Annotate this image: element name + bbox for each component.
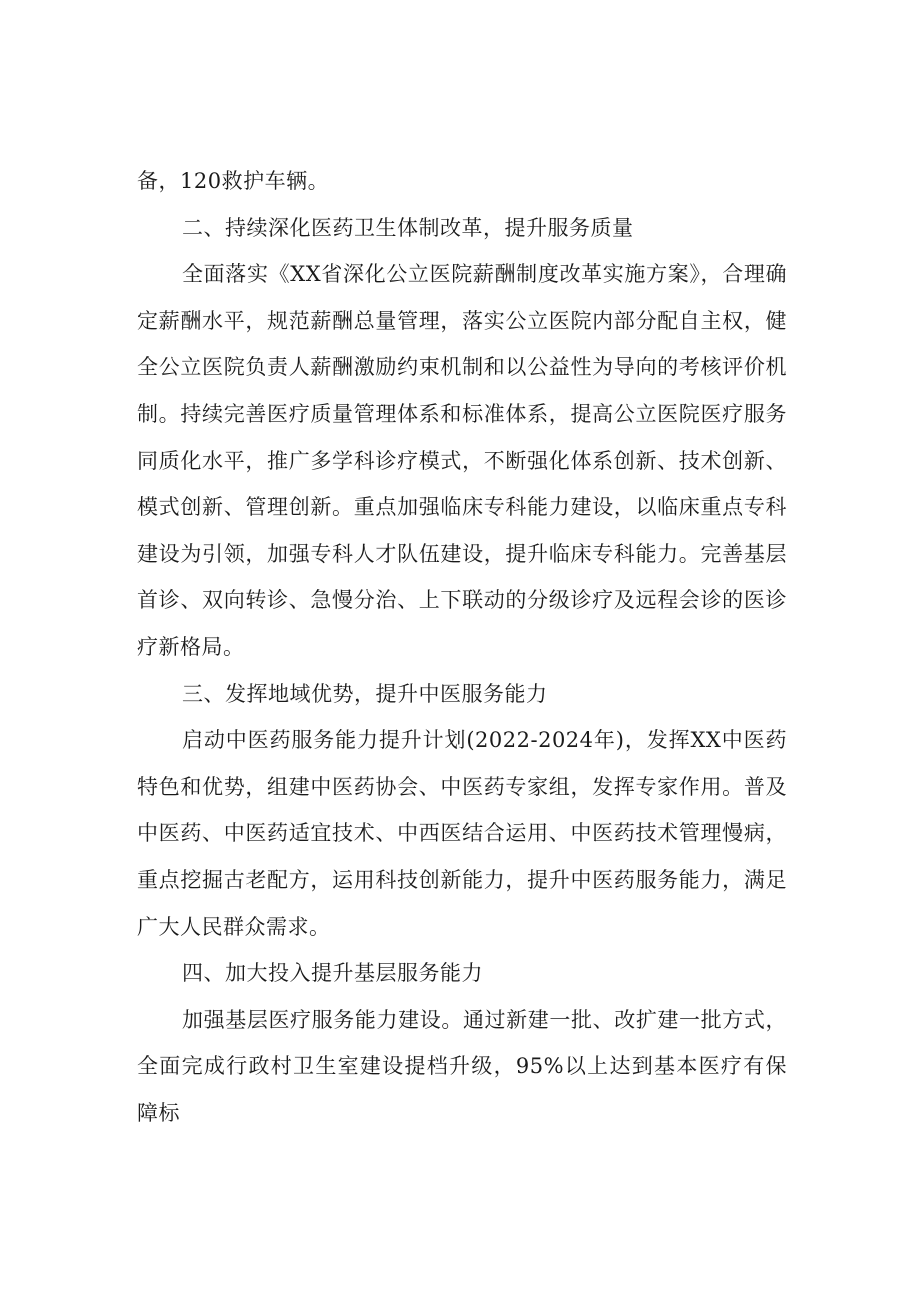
- document-body: [137, 158, 787, 1136]
- section-heading-3: 三、发挥地域优势，提升中医服务能力: [182, 681, 548, 706]
- section-heading-4: 四、加大投入提升基层服务能力: [182, 961, 483, 986]
- body-paragraph-3: 启动中医药服务能力提升计划(2022-2024年)，发挥XX中医药特色和优势，组建中医药协会、中医药专家组，发挥专家作用。普及中医药、中医药适宜技术、中西医结合运用、中医药技术管理慢病，重点挖掘古老配方，运用科技创新能力，提升中医药服务能力，满足广大人民群众需求。: [137, 728, 787, 939]
- body-paragraph-4: 加强基层医疗服务能力建设。通过新建一批、改扩建一批方式，全面完成行政村卫生室建设提档升级，95%以上达到基本医疗有保障标: [137, 1007, 787, 1125]
- continuation-paragraph: 备，120救护车辆。: [137, 169, 330, 193]
- section-heading-2: 二、持续深化医药卫生体制改革，提升服务质量: [182, 215, 634, 240]
- body-paragraph-2: 全面落实《XX省深化公立医院薪酬制度改革实施方案》，合理确定薪酬水平，规范薪酬总量管理，落实公立医院内部分配自主权，健全公立医院负责人薪酬激励约束机制和以公益性为导向的考核评价机制。持续完善医疗质量管理体系和标准体系，提高公立医院医疗服务同质化水平，推广多学科诊疗模式，不断强化体系创新、技术创新、模式创新、管理创新。重点加强临床专科能力建设，以临床重点专科建设为引领，加强专科人才队伍建设，提升临床专科能力。完善基层首诊、双向转诊、急慢分治、上下联动的分级诊疗及远程会诊的医诊疗新格局。: [137, 262, 787, 659]
